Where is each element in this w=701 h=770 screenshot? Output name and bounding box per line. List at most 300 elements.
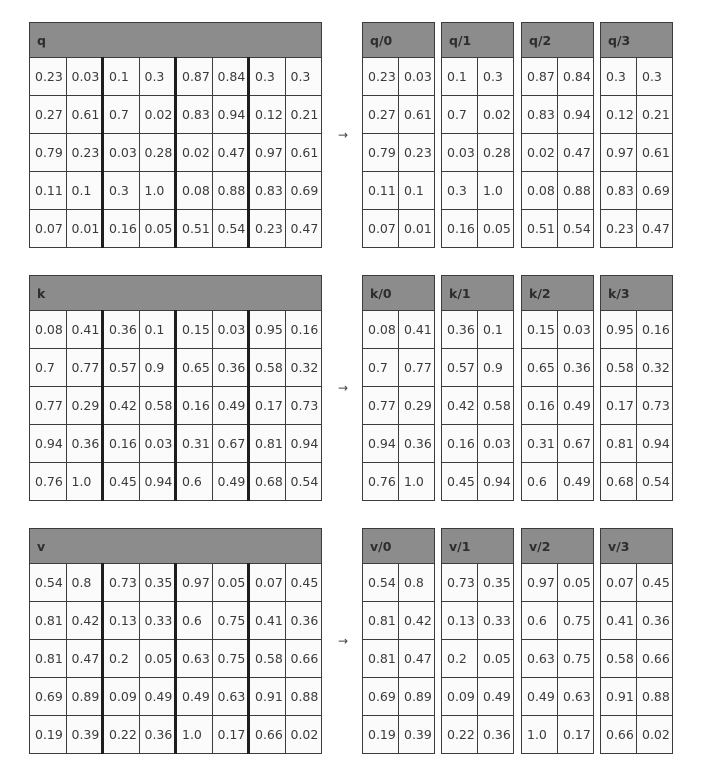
matrix-cell: 1.0: [66, 463, 103, 501]
matrix-cell: 0.03: [212, 311, 249, 349]
split-row: [522, 716, 594, 754]
split-row: [442, 602, 514, 640]
matrix-cell: 0.79: [30, 134, 67, 172]
matrix-cell: 0.49: [212, 387, 249, 425]
matrix-cell: 0.67: [212, 425, 249, 463]
split-cell: 0.3: [442, 172, 478, 210]
matrix-row: [30, 716, 322, 754]
matrix-cell: 0.03: [103, 134, 140, 172]
split-cell: 0.83: [522, 96, 558, 134]
matrix-cell: 0.89: [66, 678, 103, 716]
matrix-cell: 0.97: [176, 564, 213, 602]
split-cell: 0.41: [399, 311, 435, 349]
matrix-cell: 0.94: [139, 463, 176, 501]
split-cell: 0.58: [478, 387, 514, 425]
split-cell: 0.63: [558, 678, 594, 716]
split-cell: 0.69: [637, 172, 673, 210]
matrix-cell: 0.65: [176, 349, 213, 387]
matrix-cell: 0.16: [285, 311, 322, 349]
split-cell: 0.01: [399, 210, 435, 248]
split-row: [601, 349, 673, 387]
matrix-cell: 0.27: [30, 96, 67, 134]
matrix-row: [30, 134, 322, 172]
split-cell: 0.13: [442, 602, 478, 640]
split-cell: 0.58: [601, 640, 637, 678]
matrix-cell: 0.54: [30, 564, 67, 602]
split-table-q-1: [441, 22, 514, 248]
split-cell: 0.79: [363, 134, 399, 172]
split-header-row: [601, 23, 673, 58]
split-table-k-1: [441, 275, 514, 501]
split-row: [363, 210, 435, 248]
split-cell: 1.0: [522, 716, 558, 754]
split-row: [522, 678, 594, 716]
matrix-cell: 0.05: [212, 564, 249, 602]
matrix-cell: 0.81: [30, 640, 67, 678]
split-cell: 0.36: [637, 602, 673, 640]
split-cell: 0.89: [399, 678, 435, 716]
matrix-cell: 0.49: [212, 463, 249, 501]
matrix-cell: 0.6: [176, 463, 213, 501]
split-row: [522, 172, 594, 210]
matrix-cell: 0.3: [285, 58, 322, 96]
split-cell: 0.36: [558, 349, 594, 387]
split-cell: 0.03: [478, 425, 514, 463]
matrix-cell: 0.95: [249, 311, 286, 349]
split-cell: 0.1: [478, 311, 514, 349]
matrix-cell: 0.49: [139, 678, 176, 716]
split-row: [363, 96, 435, 134]
matrix-cell: 0.15: [176, 311, 213, 349]
matrix-cell: 0.1: [139, 311, 176, 349]
matrix-title: v: [30, 529, 322, 564]
matrix-cell: 1.0: [176, 716, 213, 754]
split-row: [442, 716, 514, 754]
split-cell: 0.19: [363, 716, 399, 754]
split-cell: 0.45: [637, 564, 673, 602]
matrix-group-v: [0, 528, 701, 758]
split-cell: 0.22: [442, 716, 478, 754]
split-header-row: [522, 23, 594, 58]
split-cell: 0.29: [399, 387, 435, 425]
matrix-cell: 0.58: [139, 387, 176, 425]
matrix-cell: 0.16: [103, 425, 140, 463]
matrix-cell: 0.1: [103, 58, 140, 96]
split-cell: 0.45: [442, 463, 478, 501]
matrix-row: [30, 349, 322, 387]
matrix-header-row: [30, 529, 322, 564]
split-cell: 0.12: [601, 96, 637, 134]
split-row: [363, 349, 435, 387]
split-row: [442, 640, 514, 678]
split-cell: 0.08: [522, 172, 558, 210]
split-cell: 0.33: [478, 602, 514, 640]
split-row: [601, 387, 673, 425]
split-header-row: [442, 529, 514, 564]
split-row: [601, 602, 673, 640]
split-row: [522, 564, 594, 602]
matrix-cell: 0.88: [285, 678, 322, 716]
split-cell: 0.8: [399, 564, 435, 602]
split-table-v-0: [362, 528, 435, 754]
split-row: [363, 58, 435, 96]
matrix-cell: 0.69: [30, 678, 67, 716]
split-cell: 0.7: [363, 349, 399, 387]
split-cell: 0.31: [522, 425, 558, 463]
split-cell: 0.47: [558, 134, 594, 172]
split-cell: 0.02: [522, 134, 558, 172]
matrix-cell: 0.47: [212, 134, 249, 172]
matrix-table-v: [29, 528, 322, 754]
split-row: [522, 387, 594, 425]
split-header-row: [601, 276, 673, 311]
split-row: [442, 58, 514, 96]
matrix-cell: 0.54: [285, 463, 322, 501]
split-table-v-2: [521, 528, 594, 754]
split-cell: 0.07: [601, 564, 637, 602]
matrix-cell: 0.91: [249, 678, 286, 716]
matrix-cell: 0.42: [66, 602, 103, 640]
split-title: k/1: [442, 276, 514, 311]
matrix-cell: 0.41: [66, 311, 103, 349]
matrix-header-row: [30, 276, 322, 311]
split-row: [363, 311, 435, 349]
split-cell: 0.65: [522, 349, 558, 387]
split-row: [522, 311, 594, 349]
split-row: [442, 463, 514, 501]
matrix-cell: 0.19: [30, 716, 67, 754]
matrix-cell: 0.16: [103, 210, 140, 248]
split-cell: 0.47: [637, 210, 673, 248]
matrix-header-row: [30, 23, 322, 58]
matrix-cell: 0.84: [212, 58, 249, 96]
matrix-cell: 0.68: [249, 463, 286, 501]
matrix-cell: 0.66: [249, 716, 286, 754]
split-cell: 0.36: [399, 425, 435, 463]
matrix-row: [30, 640, 322, 678]
matrix-cell: 0.83: [176, 96, 213, 134]
split-cell: 0.3: [601, 58, 637, 96]
split-row: [522, 96, 594, 134]
split-cell: 0.23: [363, 58, 399, 96]
split-cell: 0.35: [478, 564, 514, 602]
split-cell: 0.97: [522, 564, 558, 602]
split-cell: 0.49: [478, 678, 514, 716]
split-title: q/1: [442, 23, 514, 58]
matrix-cell: 0.54: [212, 210, 249, 248]
split-cell: 0.09: [442, 678, 478, 716]
matrix-cell: 0.73: [103, 564, 140, 602]
split-cell: 0.81: [363, 640, 399, 678]
matrix-cell: 0.22: [103, 716, 140, 754]
matrix-table-k: [29, 275, 322, 501]
matrix-table-q: [29, 22, 322, 248]
split-row: [601, 134, 673, 172]
matrix-cell: 0.51: [176, 210, 213, 248]
split-cell: 0.57: [442, 349, 478, 387]
split-cell: 0.17: [601, 387, 637, 425]
split-cell: 0.16: [637, 311, 673, 349]
split-cell: 0.05: [478, 640, 514, 678]
matrix-cell: 0.41: [249, 602, 286, 640]
matrix-cell: 0.45: [103, 463, 140, 501]
split-title: q/0: [363, 23, 435, 58]
matrix-cell: 0.02: [176, 134, 213, 172]
split-cell: 0.88: [558, 172, 594, 210]
split-table-q-0: [362, 22, 435, 248]
split-title: v/3: [601, 529, 673, 564]
matrix-cell: 0.75: [212, 602, 249, 640]
split-row: [442, 172, 514, 210]
matrix-cell: 0.08: [30, 311, 67, 349]
split-cell: 0.75: [558, 602, 594, 640]
split-cell: 0.73: [442, 564, 478, 602]
split-cell: 0.36: [478, 716, 514, 754]
matrix-cell: 0.39: [66, 716, 103, 754]
split-cell: 0.69: [363, 678, 399, 716]
split-cell: 0.3: [478, 58, 514, 96]
matrix-cell: 0.23: [30, 58, 67, 96]
split-row: [522, 349, 594, 387]
matrix-cell: 0.11: [30, 172, 67, 210]
matrix-cell: 0.32: [285, 349, 322, 387]
matrix-cell: 0.16: [176, 387, 213, 425]
matrix-cell: 0.35: [139, 564, 176, 602]
split-row: [601, 172, 673, 210]
matrix-cell: 0.36: [285, 602, 322, 640]
split-header-row: [522, 276, 594, 311]
split-cell: 0.54: [558, 210, 594, 248]
split-cell: 0.94: [478, 463, 514, 501]
matrix-cell: 0.6: [176, 602, 213, 640]
split-row: [522, 134, 594, 172]
split-cell: 0.58: [601, 349, 637, 387]
split-cell: 0.66: [601, 716, 637, 754]
matrix-cell: 0.31: [176, 425, 213, 463]
split-cell: 0.75: [558, 640, 594, 678]
matrix-row: [30, 564, 322, 602]
matrix-cell: 0.28: [139, 134, 176, 172]
matrix-cell: 0.58: [249, 349, 286, 387]
split-cell: 0.49: [558, 463, 594, 501]
split-cell: 0.21: [637, 96, 673, 134]
split-cell: 0.16: [522, 387, 558, 425]
split-cell: 0.28: [478, 134, 514, 172]
split-title: q/3: [601, 23, 673, 58]
split-cell: 0.67: [558, 425, 594, 463]
split-row: [442, 210, 514, 248]
matrix-row: [30, 678, 322, 716]
split-row: [363, 640, 435, 678]
split-cell: 0.6: [522, 463, 558, 501]
split-title: v/2: [522, 529, 594, 564]
matrix-cell: 0.81: [30, 602, 67, 640]
split-row: [601, 96, 673, 134]
split-cell: 0.27: [363, 96, 399, 134]
split-title: k/2: [522, 276, 594, 311]
split-row: [363, 564, 435, 602]
matrix-cell: 0.75: [212, 640, 249, 678]
split-cell: 0.77: [363, 387, 399, 425]
split-cell: 0.94: [558, 96, 594, 134]
split-cell: 0.05: [478, 210, 514, 248]
matrix-cell: 0.36: [103, 311, 140, 349]
split-header-row: [442, 276, 514, 311]
matrix-cell: 0.08: [176, 172, 213, 210]
split-row: [363, 172, 435, 210]
matrix-row: [30, 311, 322, 349]
split-cell: 0.87: [522, 58, 558, 96]
split-row: [442, 387, 514, 425]
split-table-k-3: [600, 275, 673, 501]
split-row: [601, 678, 673, 716]
split-row: [442, 96, 514, 134]
matrix-row: [30, 463, 322, 501]
matrix-row: [30, 58, 322, 96]
matrix-row: [30, 387, 322, 425]
split-cell: 0.41: [601, 602, 637, 640]
matrix-cell: 0.3: [139, 58, 176, 96]
split-cell: 0.07: [363, 210, 399, 248]
split-row: [601, 425, 673, 463]
split-row: [363, 463, 435, 501]
split-cell: 0.32: [637, 349, 673, 387]
split-arrow: →: [337, 634, 349, 648]
matrix-cell: 0.23: [249, 210, 286, 248]
split-cell: 0.6: [522, 602, 558, 640]
split-cell: 0.9: [478, 349, 514, 387]
split-table-q-2: [521, 22, 594, 248]
split-cell: 0.81: [363, 602, 399, 640]
matrix-cell: 0.3: [103, 172, 140, 210]
split-cell: 0.54: [363, 564, 399, 602]
split-row: [522, 425, 594, 463]
matrix-cell: 0.02: [139, 96, 176, 134]
split-cell: 0.61: [637, 134, 673, 172]
split-cell: 0.88: [637, 678, 673, 716]
matrix-row: [30, 602, 322, 640]
matrix-cell: 0.03: [139, 425, 176, 463]
split-cell: 0.16: [442, 425, 478, 463]
split-table-k-2: [521, 275, 594, 501]
split-row: [522, 640, 594, 678]
matrix-cell: 0.33: [139, 602, 176, 640]
split-row: [601, 58, 673, 96]
matrix-cell: 0.9: [139, 349, 176, 387]
split-cell: 0.1: [442, 58, 478, 96]
split-title: v/1: [442, 529, 514, 564]
split-header-row: [442, 23, 514, 58]
split-title: k/3: [601, 276, 673, 311]
split-header-row: [363, 276, 435, 311]
split-cell: 0.51: [522, 210, 558, 248]
matrix-cell: 0.45: [285, 564, 322, 602]
split-cell: 0.73: [637, 387, 673, 425]
split-cell: 0.94: [363, 425, 399, 463]
matrix-cell: 0.12: [249, 96, 286, 134]
split-cell: 1.0: [399, 463, 435, 501]
matrix-group-q: [0, 22, 701, 252]
matrix-cell: 0.07: [249, 564, 286, 602]
split-row: [522, 210, 594, 248]
split-cell: 0.11: [363, 172, 399, 210]
split-cell: 0.1: [399, 172, 435, 210]
split-row: [522, 58, 594, 96]
split-row: [601, 640, 673, 678]
split-cell: 0.49: [522, 678, 558, 716]
split-cell: 0.03: [442, 134, 478, 172]
split-row: [363, 602, 435, 640]
matrix-cell: 0.03: [66, 58, 103, 96]
split-cell: 0.36: [442, 311, 478, 349]
split-row: [442, 349, 514, 387]
matrix-cell: 0.61: [285, 134, 322, 172]
split-row: [442, 134, 514, 172]
split-cell: 0.95: [601, 311, 637, 349]
split-cell: 0.81: [601, 425, 637, 463]
matrix-cell: 1.0: [139, 172, 176, 210]
split-cell: 0.42: [399, 602, 435, 640]
matrix-cell: 0.63: [212, 678, 249, 716]
matrix-cell: 0.05: [139, 210, 176, 248]
split-table-v-1: [441, 528, 514, 754]
matrix-cell: 0.63: [176, 640, 213, 678]
split-row: [363, 134, 435, 172]
matrix-row: [30, 425, 322, 463]
matrix-cell: 0.69: [285, 172, 322, 210]
matrix-cell: 0.81: [249, 425, 286, 463]
matrix-cell: 0.17: [249, 387, 286, 425]
matrix-cell: 0.13: [103, 602, 140, 640]
split-table-k-0: [362, 275, 435, 501]
matrix-cell: 0.17: [212, 716, 249, 754]
split-cell: 0.83: [601, 172, 637, 210]
split-cell: 0.39: [399, 716, 435, 754]
split-row: [522, 602, 594, 640]
split-row: [363, 716, 435, 754]
matrix-cell: 0.8: [66, 564, 103, 602]
matrix-cell: 0.3: [249, 58, 286, 96]
matrix-row: [30, 172, 322, 210]
split-cell: 0.05: [558, 564, 594, 602]
matrix-cell: 0.02: [285, 716, 322, 754]
split-cell: 0.77: [399, 349, 435, 387]
matrix-cell: 0.97: [249, 134, 286, 172]
split-cell: 0.49: [558, 387, 594, 425]
split-cell: 0.17: [558, 716, 594, 754]
matrix-cell: 0.2: [103, 640, 140, 678]
split-cell: 0.2: [442, 640, 478, 678]
split-row: [522, 463, 594, 501]
split-cell: 0.66: [637, 640, 673, 678]
split-cell: 1.0: [478, 172, 514, 210]
split-header-row: [601, 529, 673, 564]
matrix-cell: 0.21: [285, 96, 322, 134]
matrix-cell: 0.36: [139, 716, 176, 754]
split-table-q-3: [600, 22, 673, 248]
split-cell: 0.02: [478, 96, 514, 134]
split-row: [363, 387, 435, 425]
split-cell: 0.61: [399, 96, 435, 134]
matrix-cell: 0.7: [103, 96, 140, 134]
matrix-cell: 0.42: [103, 387, 140, 425]
matrix-cell: 0.87: [176, 58, 213, 96]
split-row: [601, 311, 673, 349]
split-arrow: →: [337, 381, 349, 395]
matrix-title: q: [30, 23, 322, 58]
split-cell: 0.03: [399, 58, 435, 96]
matrix-cell: 0.23: [66, 134, 103, 172]
